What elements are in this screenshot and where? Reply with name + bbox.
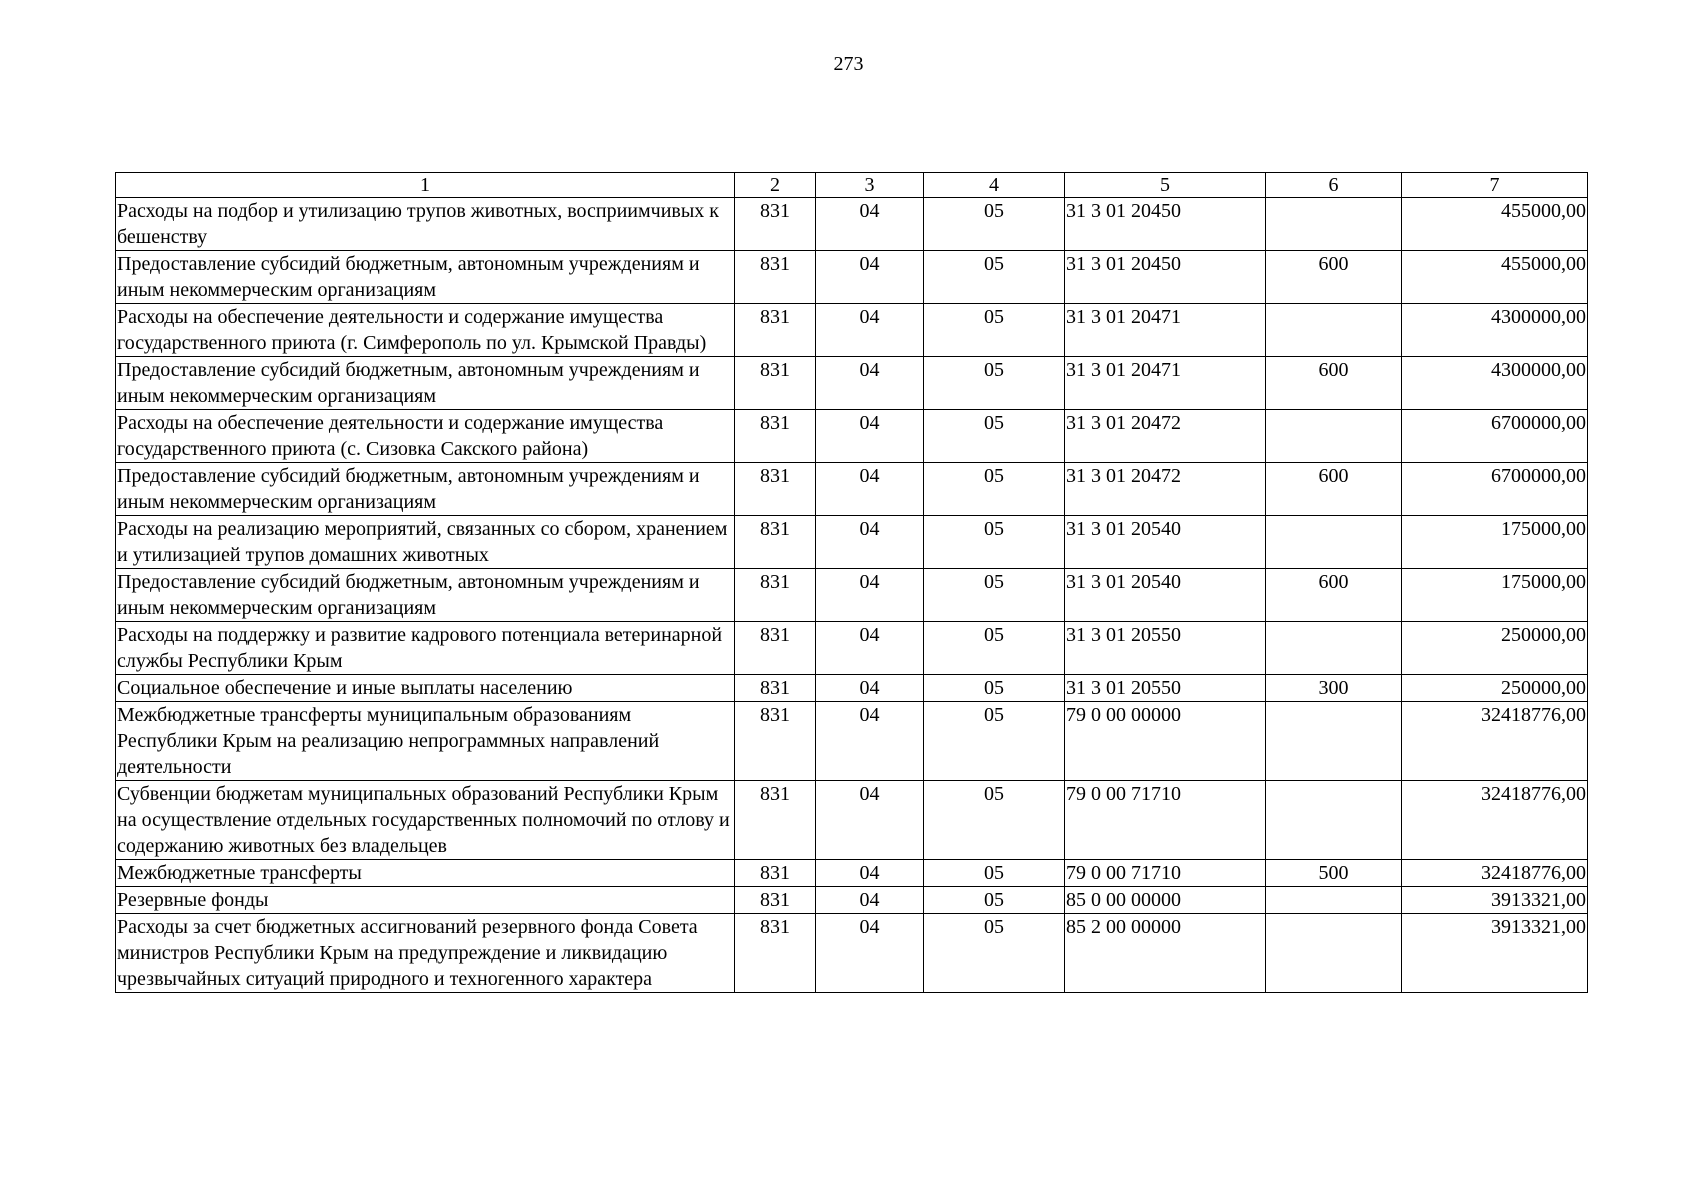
column-header: 1 xyxy=(116,173,735,198)
target-article-cell: 31 3 01 20472 xyxy=(1065,463,1266,516)
amount-cell: 4300000,00 xyxy=(1402,357,1588,410)
table-row xyxy=(116,702,1588,781)
section-code-cell: 04 xyxy=(816,675,924,702)
expense-name-cell: Предоставление субсидий бюджетным, автономным учреждениям и иным некоммерческим организациям xyxy=(116,463,735,516)
section-code-cell: 04 xyxy=(816,198,924,251)
subsection-code-cell: 05 xyxy=(924,860,1065,887)
table-row xyxy=(116,357,1588,410)
expense-type-cell: 300 xyxy=(1266,675,1402,702)
ministry-code-cell: 831 xyxy=(735,357,816,410)
subsection-code-cell: 05 xyxy=(924,702,1065,781)
expense-name-cell: Предоставление субсидий бюджетным, автономным учреждениям и иным некоммерческим организациям xyxy=(116,357,735,410)
column-number-row xyxy=(116,173,1588,198)
expense-type-cell xyxy=(1266,887,1402,914)
expense-name-cell: Субвенции бюджетам муниципальных образований Республики Крым на осуществление отдельных государственных полномочий по отлову и содержанию животных без владельцев xyxy=(116,781,735,860)
ministry-code-cell: 831 xyxy=(735,675,816,702)
target-article-cell: 31 3 01 20471 xyxy=(1065,304,1266,357)
expense-name-cell: Социальное обеспечение и иные выплаты населению xyxy=(116,675,735,702)
target-article-cell: 31 3 01 20450 xyxy=(1065,198,1266,251)
section-code-cell: 04 xyxy=(816,569,924,622)
expense-name-cell: Предоставление субсидий бюджетным, автономным учреждениям и иным некоммерческим организациям xyxy=(116,569,735,622)
table-row xyxy=(116,410,1588,463)
section-code-cell: 04 xyxy=(816,410,924,463)
table-row xyxy=(116,569,1588,622)
subsection-code-cell: 05 xyxy=(924,251,1065,304)
amount-cell: 3913321,00 xyxy=(1402,914,1588,993)
expense-name-cell: Расходы на обеспечение деятельности и содержание имущества государственного приюта (г. Симферополь по ул. Крымской Правды) xyxy=(116,304,735,357)
expense-name-cell: Расходы на подбор и утилизацию трупов животных, восприимчивых к бешенству xyxy=(116,198,735,251)
subsection-code-cell: 05 xyxy=(924,516,1065,569)
column-header: 7 xyxy=(1402,173,1588,198)
expense-type-cell xyxy=(1266,410,1402,463)
expense-type-cell xyxy=(1266,914,1402,993)
target-article-cell: 85 2 00 00000 xyxy=(1065,914,1266,993)
ministry-code-cell: 831 xyxy=(735,251,816,304)
table-row xyxy=(116,914,1588,993)
expense-name-cell: Расходы на поддержку и развитие кадрового потенциала ветеринарной службы Республики Крым xyxy=(116,622,735,675)
table-row xyxy=(116,622,1588,675)
section-code-cell: 04 xyxy=(816,516,924,569)
amount-cell: 175000,00 xyxy=(1402,516,1588,569)
subsection-code-cell: 05 xyxy=(924,463,1065,516)
ministry-code-cell: 831 xyxy=(735,516,816,569)
ministry-code-cell: 831 xyxy=(735,702,816,781)
ministry-code-cell: 831 xyxy=(735,887,816,914)
budget-table xyxy=(115,172,1588,993)
expense-name-cell: Расходы на обеспечение деятельности и содержание имущества государственного приюта (с. Сизовка Сакского района) xyxy=(116,410,735,463)
ministry-code-cell: 831 xyxy=(735,569,816,622)
amount-cell: 32418776,00 xyxy=(1402,781,1588,860)
expense-name-cell: Резервные фонды xyxy=(116,887,735,914)
expense-type-cell xyxy=(1266,622,1402,675)
target-article-cell: 85 0 00 00000 xyxy=(1065,887,1266,914)
amount-cell: 455000,00 xyxy=(1402,251,1588,304)
target-article-cell: 79 0 00 00000 xyxy=(1065,702,1266,781)
subsection-code-cell: 05 xyxy=(924,357,1065,410)
amount-cell: 175000,00 xyxy=(1402,569,1588,622)
section-code-cell: 04 xyxy=(816,914,924,993)
section-code-cell: 04 xyxy=(816,463,924,516)
table-row xyxy=(116,304,1588,357)
subsection-code-cell: 05 xyxy=(924,622,1065,675)
target-article-cell: 79 0 00 71710 xyxy=(1065,781,1266,860)
table-row xyxy=(116,198,1588,251)
expense-type-cell: 500 xyxy=(1266,860,1402,887)
expense-name-cell: Расходы на реализацию мероприятий, связанных со сбором, хранением и утилизацией трупов домашних животных xyxy=(116,516,735,569)
ministry-code-cell: 831 xyxy=(735,860,816,887)
expense-type-cell xyxy=(1266,781,1402,860)
subsection-code-cell: 05 xyxy=(924,198,1065,251)
ministry-code-cell: 831 xyxy=(735,198,816,251)
section-code-cell: 04 xyxy=(816,304,924,357)
section-code-cell: 04 xyxy=(816,781,924,860)
table-row xyxy=(116,463,1588,516)
column-header: 5 xyxy=(1065,173,1266,198)
subsection-code-cell: 05 xyxy=(924,675,1065,702)
amount-cell: 32418776,00 xyxy=(1402,702,1588,781)
section-code-cell: 04 xyxy=(816,860,924,887)
ministry-code-cell: 831 xyxy=(735,304,816,357)
table-row xyxy=(116,516,1588,569)
page-number: 273 xyxy=(833,53,864,75)
table-row xyxy=(116,675,1588,702)
amount-cell: 250000,00 xyxy=(1402,622,1588,675)
subsection-code-cell: 05 xyxy=(924,410,1065,463)
ministry-code-cell: 831 xyxy=(735,914,816,993)
table-row xyxy=(116,860,1588,887)
amount-cell: 6700000,00 xyxy=(1402,410,1588,463)
ministry-code-cell: 831 xyxy=(735,410,816,463)
expense-name-cell: Межбюджетные трансферты xyxy=(116,860,735,887)
expense-type-cell: 600 xyxy=(1266,251,1402,304)
section-code-cell: 04 xyxy=(816,251,924,304)
expense-type-cell xyxy=(1266,702,1402,781)
target-article-cell: 31 3 01 20550 xyxy=(1065,675,1266,702)
expense-type-cell: 600 xyxy=(1266,569,1402,622)
budget-table-body xyxy=(116,198,1588,993)
column-header: 3 xyxy=(816,173,924,198)
expense-type-cell: 600 xyxy=(1266,357,1402,410)
subsection-code-cell: 05 xyxy=(924,887,1065,914)
section-code-cell: 04 xyxy=(816,357,924,410)
amount-cell: 4300000,00 xyxy=(1402,304,1588,357)
expense-type-cell xyxy=(1266,304,1402,357)
subsection-code-cell: 05 xyxy=(924,304,1065,357)
expense-name-cell: Расходы за счет бюджетных ассигнований резервного фонда Совета министров Республики Крым на предупреждение и ликвидацию чрезвычайных ситуаций природного и техногенного характера xyxy=(116,914,735,993)
expense-name-cell: Предоставление субсидий бюджетным, автономным учреждениям и иным некоммерческим организациям xyxy=(116,251,735,304)
expense-type-cell xyxy=(1266,198,1402,251)
table-row xyxy=(116,251,1588,304)
subsection-code-cell: 05 xyxy=(924,569,1065,622)
expense-type-cell xyxy=(1266,516,1402,569)
target-article-cell: 79 0 00 71710 xyxy=(1065,860,1266,887)
table-row xyxy=(116,887,1588,914)
table-row xyxy=(116,781,1588,860)
column-header: 2 xyxy=(735,173,816,198)
ministry-code-cell: 831 xyxy=(735,622,816,675)
ministry-code-cell: 831 xyxy=(735,463,816,516)
section-code-cell: 04 xyxy=(816,887,924,914)
target-article-cell: 31 3 01 20540 xyxy=(1065,516,1266,569)
target-article-cell: 31 3 01 20471 xyxy=(1065,357,1266,410)
expense-type-cell: 600 xyxy=(1266,463,1402,516)
target-article-cell: 31 3 01 20540 xyxy=(1065,569,1266,622)
subsection-code-cell: 05 xyxy=(924,781,1065,860)
subsection-code-cell: 05 xyxy=(924,914,1065,993)
section-code-cell: 04 xyxy=(816,702,924,781)
amount-cell: 3913321,00 xyxy=(1402,887,1588,914)
target-article-cell: 31 3 01 20472 xyxy=(1065,410,1266,463)
section-code-cell: 04 xyxy=(816,622,924,675)
ministry-code-cell: 831 xyxy=(735,781,816,860)
column-header: 6 xyxy=(1266,173,1402,198)
column-header: 4 xyxy=(924,173,1065,198)
amount-cell: 250000,00 xyxy=(1402,675,1588,702)
target-article-cell: 31 3 01 20550 xyxy=(1065,622,1266,675)
target-article-cell: 31 3 01 20450 xyxy=(1065,251,1266,304)
amount-cell: 32418776,00 xyxy=(1402,860,1588,887)
expense-name-cell: Межбюджетные трансферты муниципальным образованиям Республики Крым на реализацию непрограммных направлений деятельности xyxy=(116,702,735,781)
amount-cell: 455000,00 xyxy=(1402,198,1588,251)
amount-cell: 6700000,00 xyxy=(1402,463,1588,516)
